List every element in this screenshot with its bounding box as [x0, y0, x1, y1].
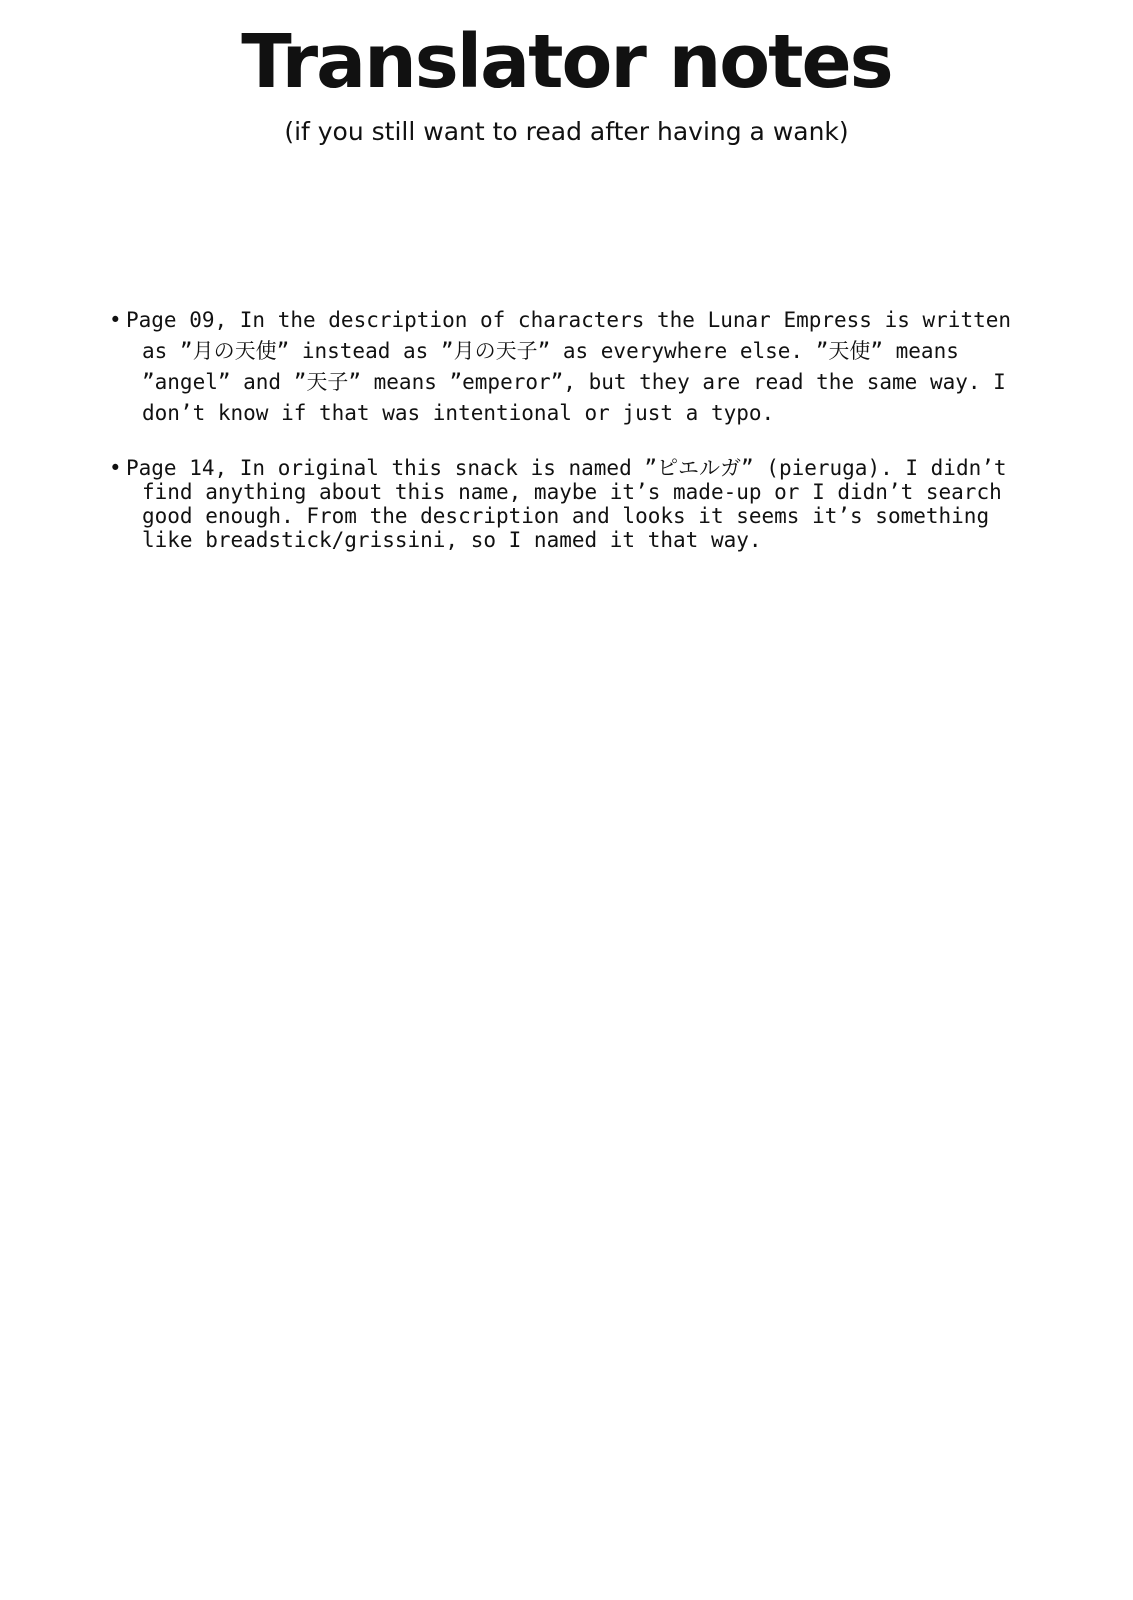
notes-list [92, 305, 1032, 552]
note-item [92, 305, 1032, 429]
note-item [92, 456, 1032, 552]
note-text: Page 09, In the description of characters the Lunar Empress is written as ”月の天使” instead as ”月の天子” as everywhere else. ”天使” means ”angel” and ”天子” means ”emperor”, but they are read the same way. I don’t know if that was intentional or just a typo. [126, 308, 1012, 425]
bullet-icon: • [109, 308, 122, 332]
page-title: Translator notes [241, 19, 892, 105]
page-subtitle: (if you still want to read after having a wank) [284, 117, 849, 146]
note-text: Page 14, In original this snack is named ”ピエルガ” (pieruga). I didn’t find anything about this name, maybe it’s made-up or I didn’t search good enough. From the description and looks it seems it’s something like breadstick/grissini, so I named it that way. [126, 456, 1007, 552]
bullet-icon: • [109, 456, 122, 480]
